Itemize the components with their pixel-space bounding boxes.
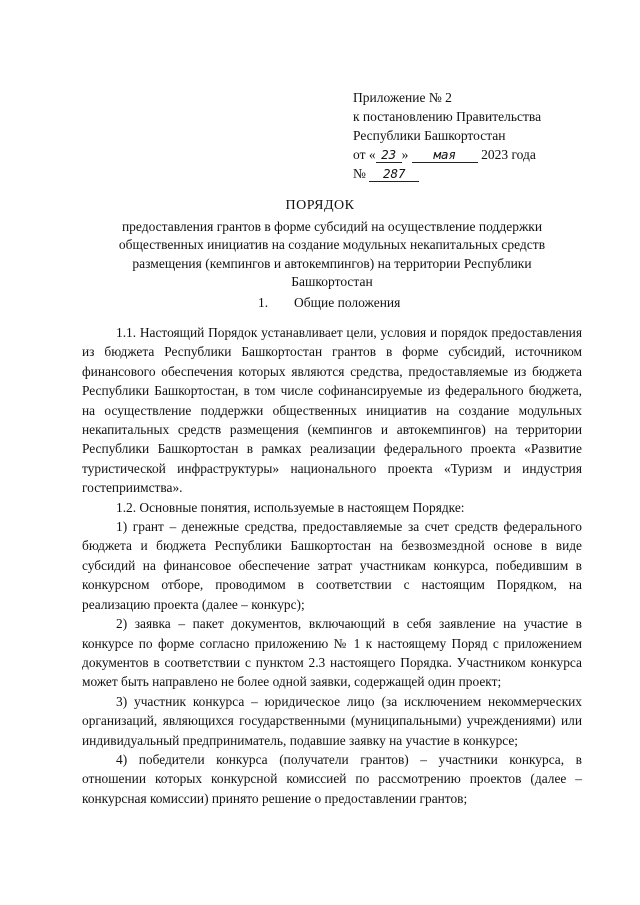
appendix-block [353, 88, 541, 183]
paragraph: 1.1. Настоящий Порядок устанавливает цели, условия и порядок предоставления из бюджета Республики Башкортостан грантов в форме субсидий, источником финансового обеспечения которых являются средства, предоставляемые из бюджета Республики Башкортостан, в том числе софинансируемые из федерального бюджета, на осуществление поддержки общественных инициатив на создание модульных некапитальных средств размещения (кемпингов и автокемпингов) на территории Республики Башкортостан в рамках реализации федерального проекта «Развитие туристической инфраструктуры» национального проекта «Туризм и индустрия гостеприимства». [82, 325, 582, 496]
document-title: ПОРЯДОК [285, 198, 355, 213]
number-prefix: № [353, 166, 366, 181]
document-subtitle: предоставления грантов в форме субсидий на осуществление поддержки общественных инициатив на создание модульных некапитальных средств размещения (кемпингов и автокемпингов) на территории Республики Башкортостан [118, 219, 546, 289]
document-number-handwritten: 287 [369, 167, 419, 182]
date-year: 2023 года [481, 147, 536, 162]
appendix-number-line [353, 164, 541, 183]
paragraph: 4) победители конкурса (получатели грантов) – участники конкурса, в отношении которых конкурсной комиссией по рассмотрению проектов (далее – конкурсная комиссии) принято решение о предоставлении грантов; [82, 751, 582, 806]
date-prefix: от « [353, 147, 376, 162]
document-body [82, 323, 582, 808]
paragraph: 3) участник конкурса – юридическое лицо (за исключением некоммерческих организаций, являющихся государственными (муниципальными) учреждениями) или индивидуальный предприниматель, подавшие заявку на участие в конкурсе; [82, 693, 582, 748]
date-month-handwritten: мая [412, 148, 478, 163]
section-number: 1. [258, 295, 269, 310]
section-heading [258, 295, 400, 311]
date-mid: » [401, 147, 409, 162]
date-day-handwritten: 23 [376, 148, 402, 163]
appendix-line-3: Республики Башкортостан [353, 128, 506, 143]
paragraph: 1) грант – денежные средства, предоставляемые за счет средств федерального бюджета и бюджета Республики Башкортостан на безвозмездной основе в виде субсидий на финансовое обеспечение затрат участникам конкурса, победившим в конкурсном отборе, проводимом в соответствии с настоящим Порядком, на реализацию проекта (далее – конкурс); [82, 519, 582, 612]
paragraph: 2) заявка – пакет документов, включающий в себя заявление на участие в конкурсе по форме согласно приложению № 1 к настоящему Поряд с приложением документов в соответствии с пунктом 2.3 настоящего Порядка. Участником конкурса может быть направлено не более одной заявки, содержащей один проект; [82, 616, 582, 690]
appendix-date-line [353, 145, 541, 164]
paragraph: 1.2. Основные понятия, используемые в настоящем Порядке: [116, 499, 465, 515]
section-title: Общие положения [294, 295, 401, 310]
appendix-line-2: к постановлению Правительства [353, 109, 542, 124]
appendix-line-1: Приложение № 2 [353, 90, 452, 105]
